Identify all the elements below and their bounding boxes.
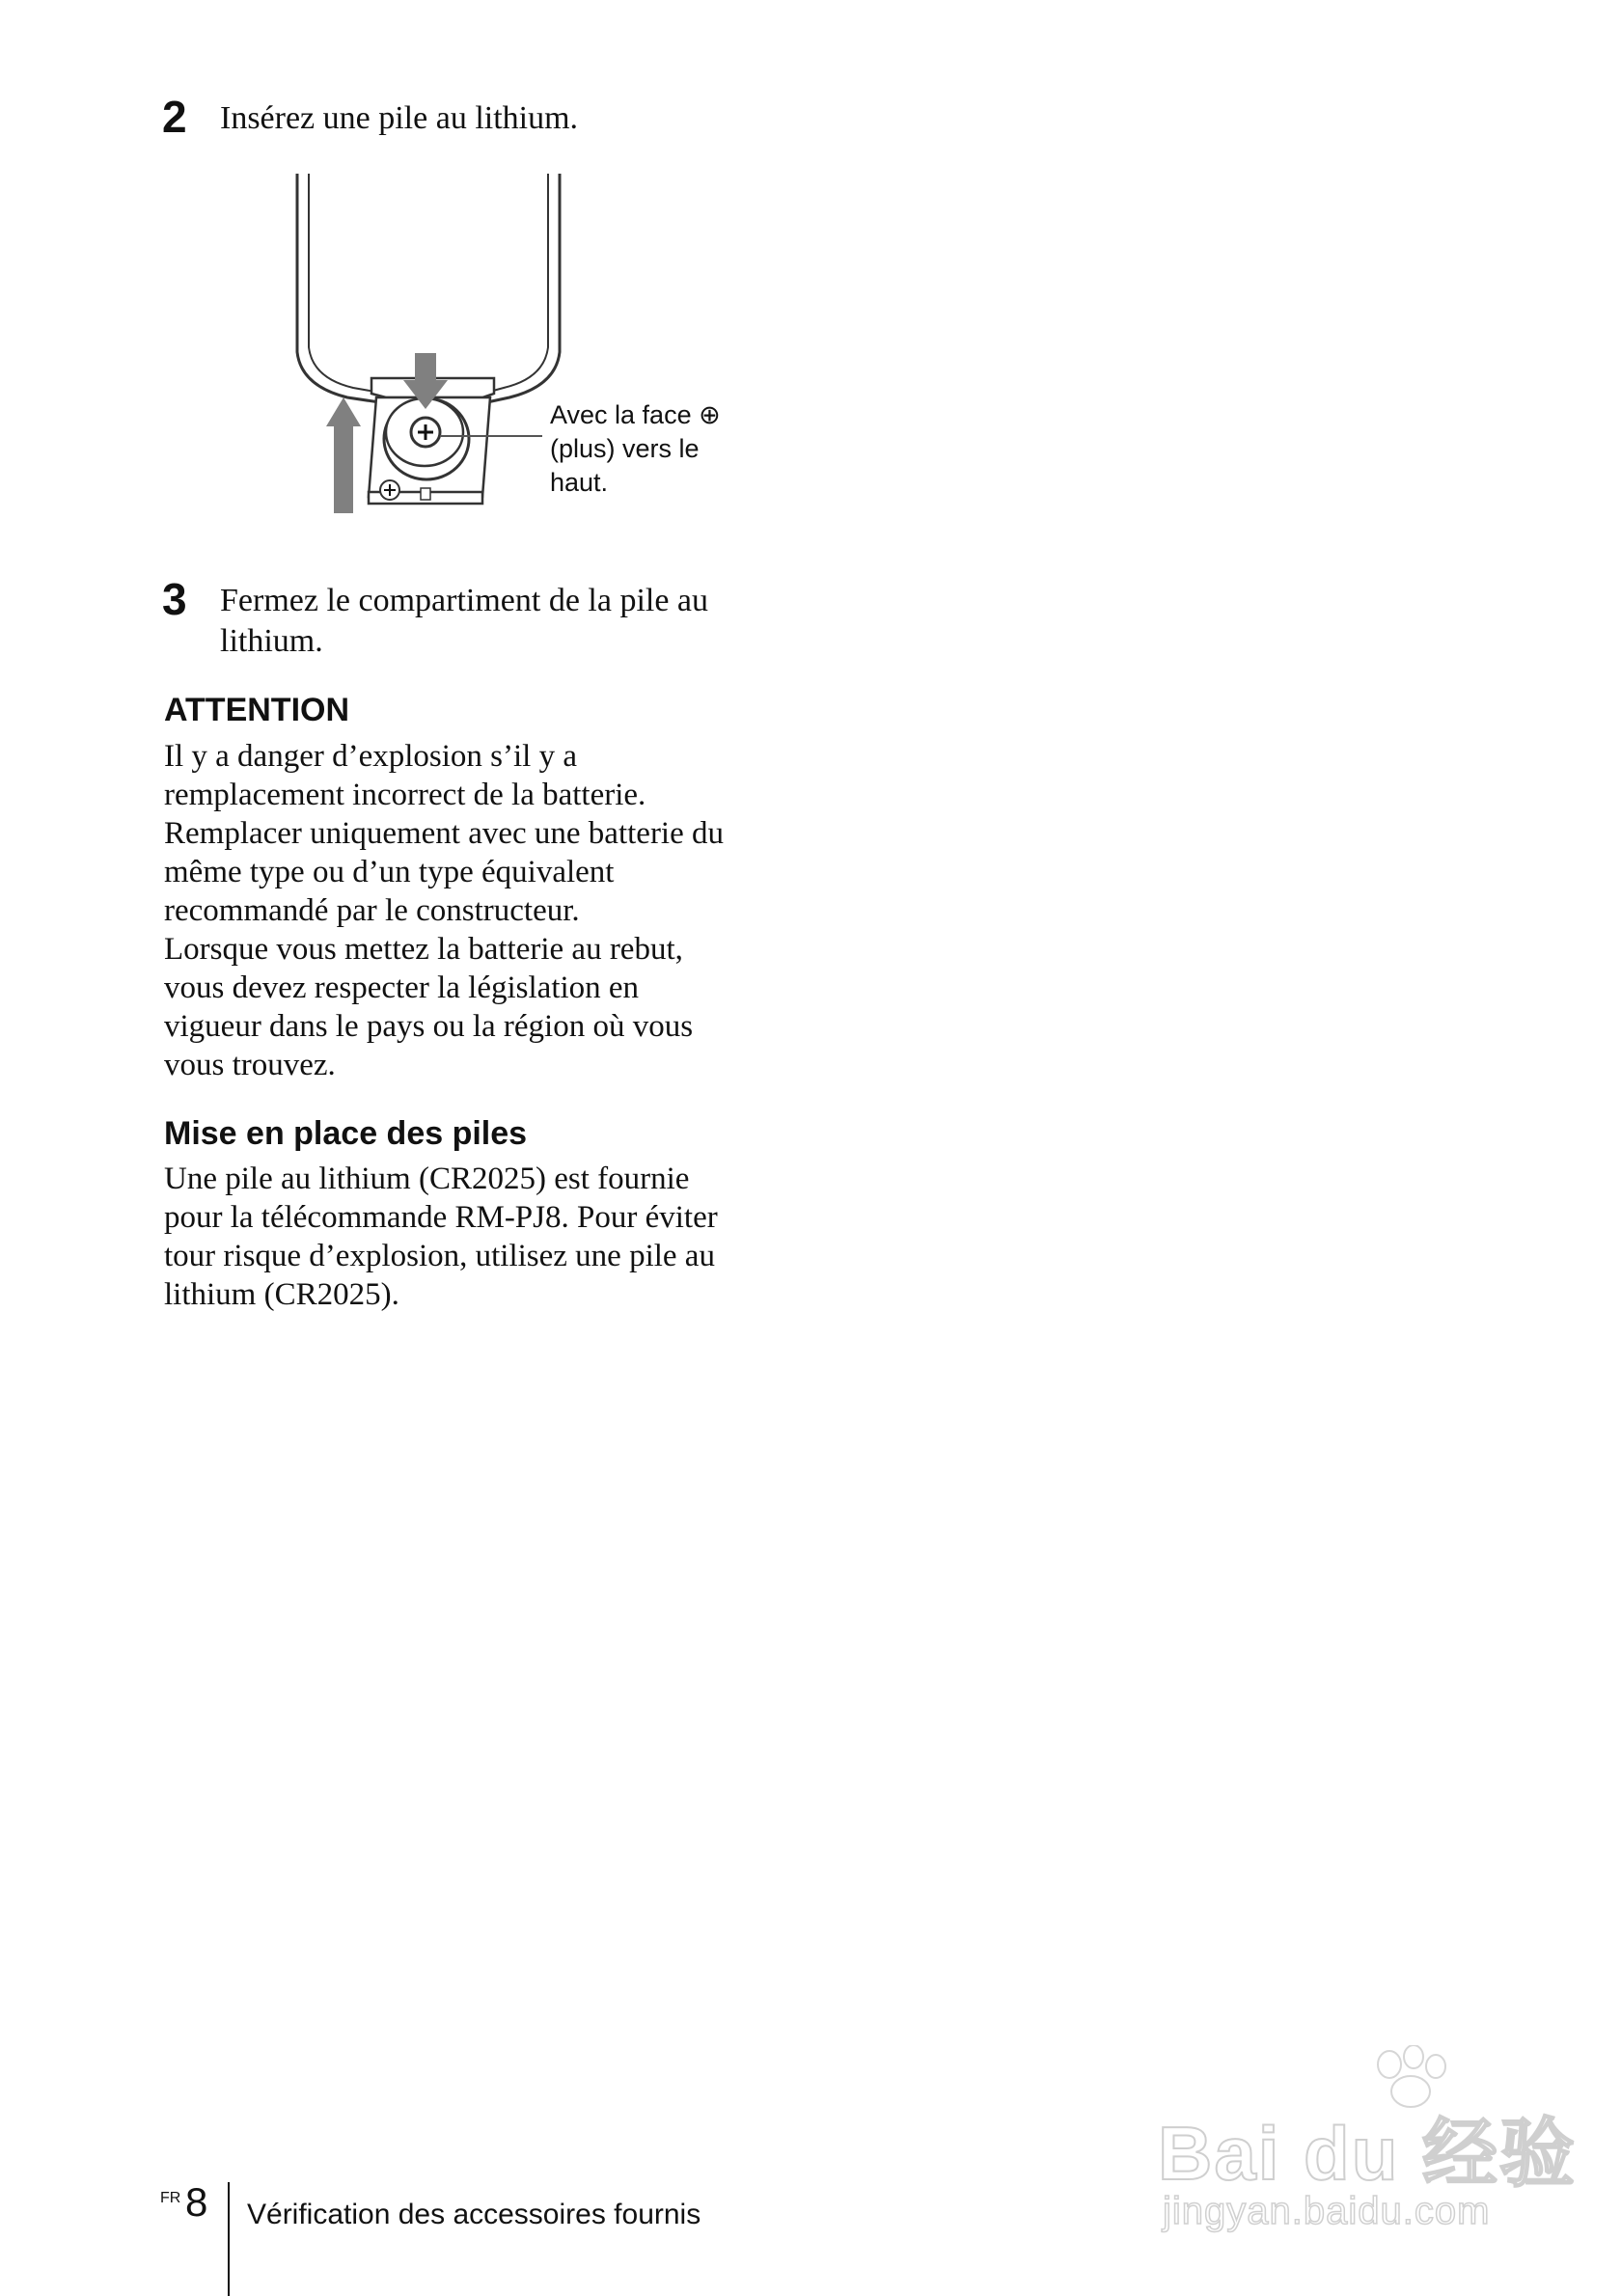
callout-line-2: (plus) vers le [550, 434, 700, 463]
batteries-line: tour risque d’explosion, utilisez une pile au [164, 1239, 715, 1273]
batteries-line: pour la télécommande RM-PJ8. Pour éviter [164, 1200, 718, 1235]
attention-line: même type ou d’un type équivalent [164, 855, 615, 889]
page-number: 8 [185, 2179, 208, 2225]
attention-paragraph [164, 737, 782, 1084]
batteries-heading: Mise en place des piles [164, 1115, 528, 1152]
batteries-line: lithium (CR2025). [164, 1277, 399, 1312]
step-2-text: Insérez une pile au lithium. [220, 100, 579, 136]
attention-line: recommandé par le constructeur. [164, 893, 580, 928]
callout-line-3: haut. [550, 468, 609, 497]
attention-line: remplacement incorrect de la batterie. [164, 778, 646, 812]
watermark-url: jingyan.baidu.com [1163, 2190, 1491, 2232]
step-3-number: 3 [162, 574, 187, 624]
footer-section-title: Vérification des accessoires fournis [247, 2199, 701, 2230]
batteries-paragraph [164, 1160, 782, 1314]
watermark-brand: Bai du 经验 [1158, 2111, 1578, 2196]
attention-line: Lorsque vous mettez la batterie au rebut, [164, 932, 683, 967]
attention-line: vous trouvez. [164, 1048, 336, 1082]
callout-line-1: Avec la face ⊕ [550, 400, 721, 429]
batteries-line: Une pile au lithium (CR2025) est fournie [164, 1162, 690, 1196]
step-2-number: 2 [162, 92, 187, 142]
step-3-text: Fermez le compartiment de la pile au lithium. [220, 583, 709, 659]
attention-line: vigueur dans le pays ou la région où vous [164, 1009, 694, 1044]
attention-line: Remplacer uniquement avec une batterie du [164, 816, 724, 851]
attention-line: vous devez respecter la législation en [164, 970, 640, 1005]
footer-divider [228, 2182, 230, 2296]
battery-callout [550, 398, 762, 500]
attention-line: Il y a danger d’explosion s’il y a [164, 739, 577, 774]
attention-heading: ATTENTION [164, 692, 350, 728]
footer-language: FR [160, 2190, 181, 2206]
